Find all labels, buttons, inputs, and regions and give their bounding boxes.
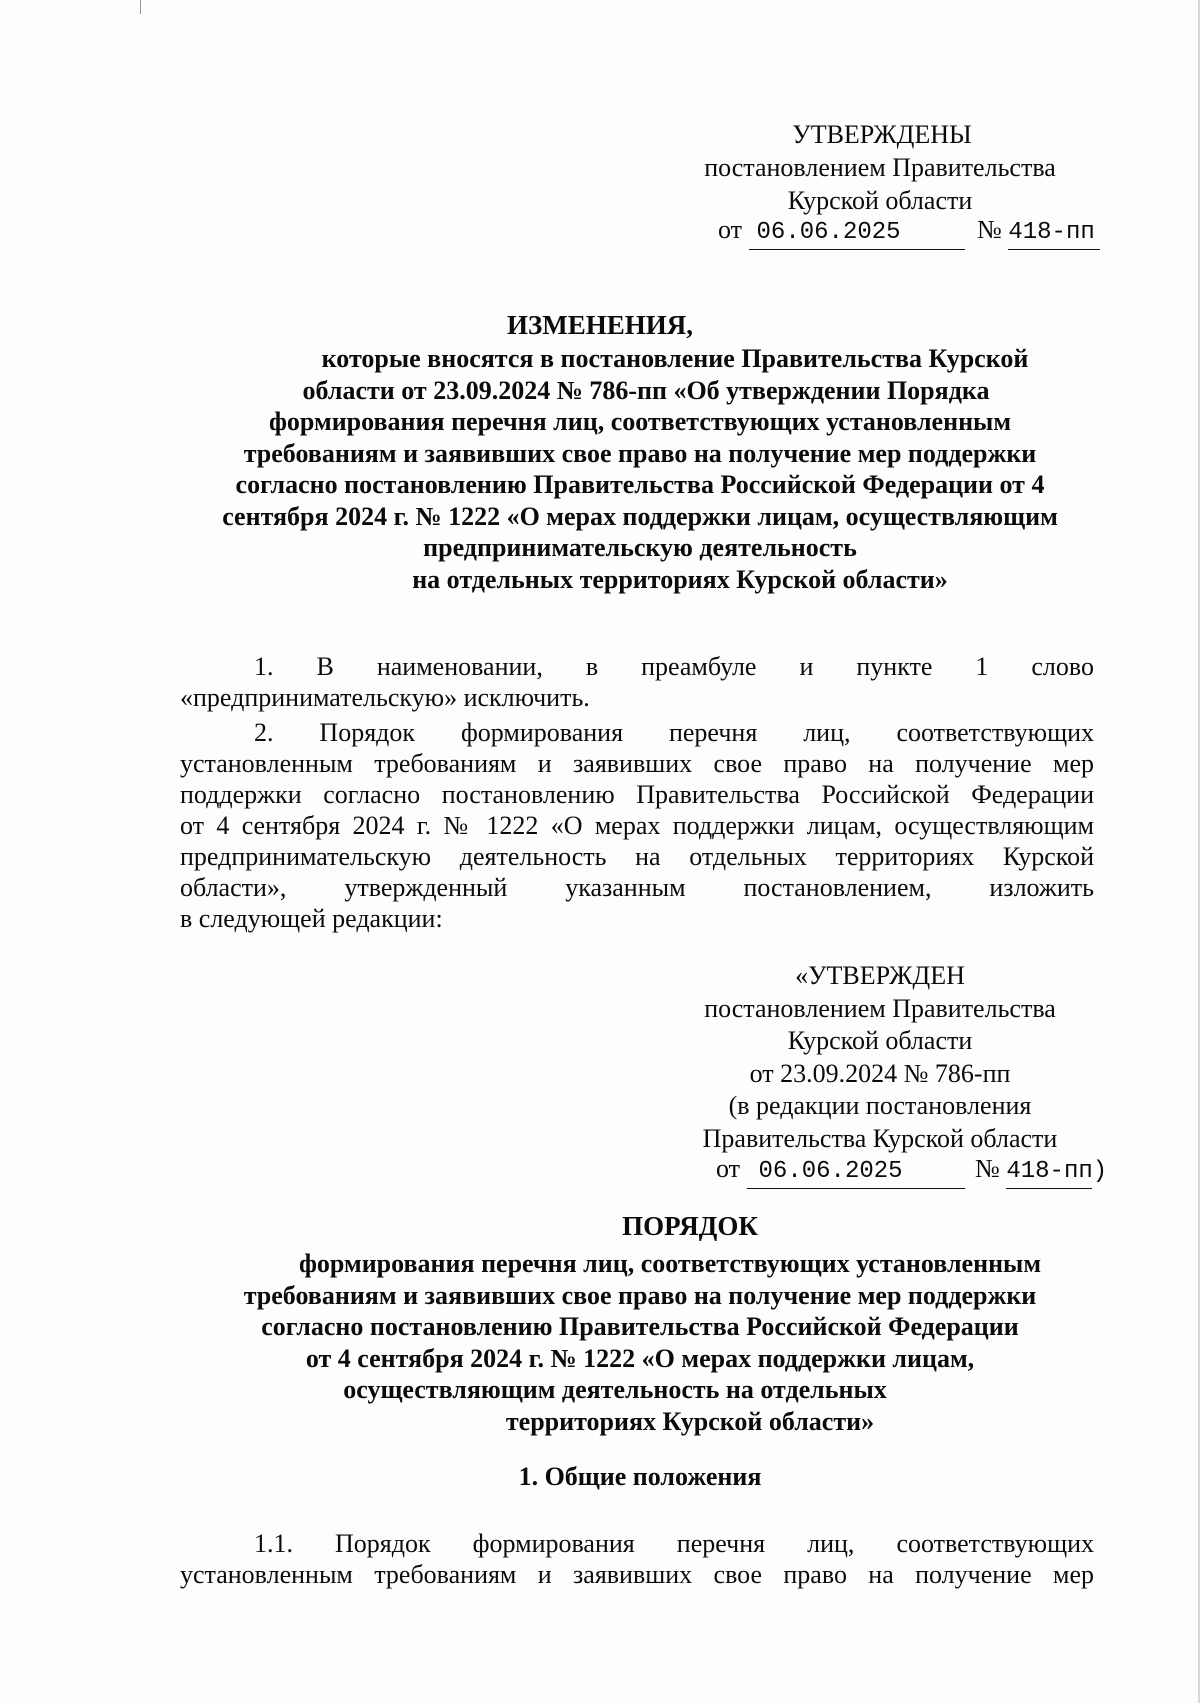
- paragraph-line: установленным требованиям и заявивших свое право на получение мер: [180, 1560, 1094, 1589]
- number-value: 418-пп: [1008, 219, 1095, 246]
- paragraph-line: установленным требованиям и заявивших свое право на получение мер: [180, 749, 1094, 778]
- changes-title-text: ИЗМЕНЕНИЯ,: [506, 310, 693, 340]
- approval-line: постановлением Правительства: [704, 153, 1056, 182]
- paragraph-line: от 4 сентября 2024 г. № 1222 «О мерах поддержки лицам, осуществляющим: [180, 811, 1094, 840]
- paragraph-line: 1. В наименовании, в преамбуле и пункте 1 слово: [254, 652, 1094, 681]
- date-value: 06.06.2025: [758, 1158, 903, 1185]
- date-value: 06.06.2025: [756, 219, 901, 246]
- paragraph-item-2: [180, 717, 1094, 934]
- scan-artifact: [140, 0, 141, 14]
- date-field: [749, 213, 965, 250]
- paragraph-item-1-1: [180, 1528, 1094, 1590]
- order-title-text: ПОРЯДОК: [622, 1211, 758, 1241]
- heading-line: территориях Курской области»: [505, 1406, 875, 1436]
- heading-line: согласно постановлению Правительства Российской Федерации от 4: [235, 470, 1045, 499]
- paragraph-line: 1.1. Порядок формирования перечня лиц, соответствующих: [254, 1529, 1094, 1558]
- heading-line: формирования перечня лиц, соответствующих установленным: [298, 1249, 1042, 1278]
- approval-block-order: [660, 960, 1100, 1155]
- number-value: 418-пп): [1006, 1158, 1108, 1185]
- paragraph-line: предпринимательскую деятельность на отдельных территориях Курской: [180, 842, 1094, 871]
- approval-line: (в редакции постановления: [728, 1091, 1032, 1120]
- date-prefix: от: [716, 1154, 741, 1183]
- number-field: [1008, 213, 1100, 250]
- paragraph-line: в следующей редакции:: [180, 904, 443, 933]
- section-title-text: 1. Общие положения: [518, 1462, 762, 1491]
- paragraph-line: области», утвержденный указанным постановлением, изложить: [180, 873, 1094, 902]
- heading-line: предпринимательскую деятельность: [423, 533, 857, 562]
- paragraph-line: 2. Порядок формирования перечня лиц, соответствующих: [254, 718, 1094, 747]
- approval-line: постановлением Правительства: [704, 993, 1056, 1023]
- number-prefix: №: [977, 215, 1002, 244]
- order-subtitle: [160, 1248, 1120, 1437]
- heading-line: на отдельных территориях Курской области»: [412, 564, 948, 594]
- heading-line: осуществляющим деятельность на отдельных: [343, 1375, 887, 1404]
- changes-subtitle: [160, 343, 1120, 595]
- order-title: [460, 1210, 920, 1243]
- number-field: [1006, 1153, 1108, 1189]
- approval-line: Курской области: [787, 1026, 973, 1055]
- number-prefix: №: [975, 1154, 1000, 1183]
- approval-line: от 23.09.2024 № 786-пп: [749, 1058, 1011, 1088]
- section-1-title: [440, 1461, 840, 1493]
- heading-line: требованиям и заявивших свое право на получение мер поддержки: [243, 1280, 1037, 1310]
- approval-line: Правительства Курской области: [702, 1123, 1058, 1153]
- date-prefix: от: [718, 215, 743, 244]
- approval-title: «УТВЕРЖДЕН: [795, 961, 965, 990]
- heading-line: которые вносятся в постановление Правительства Курской: [321, 344, 1029, 373]
- date-field: [747, 1153, 965, 1189]
- heading-line: формирования перечня лиц, соответствующих установленным: [268, 407, 1012, 436]
- heading-line: области от 23.09.2024 № 786-пп «Об утверждении Порядка: [302, 375, 990, 405]
- heading-line: сентября 2024 г. № 1222 «О мерах поддержки лицам, осуществляющим: [222, 501, 1058, 531]
- approval-date-row-2: [716, 1153, 1108, 1189]
- changes-title: [300, 309, 900, 342]
- paragraph-line: «предпринимательскую» исключить.: [180, 683, 590, 712]
- paragraph-line: поддержки согласно постановлению Правительства Российской Федерации: [180, 780, 1094, 809]
- approval-title: УТВЕРЖДЕНЫ: [792, 120, 972, 149]
- approval-block-top: [660, 118, 1100, 217]
- heading-line: требованиям и заявивших свое право на получение мер поддержки: [243, 438, 1037, 468]
- heading-line: согласно постановлению Правительства Российской Федерации: [261, 1312, 1019, 1341]
- heading-line: от 4 сентября 2024 г. № 1222 «О мерах поддержки лицам,: [305, 1343, 975, 1373]
- approval-line: Курской области: [787, 186, 973, 215]
- approval-date-row: [718, 213, 1100, 250]
- paragraph-item-1: [180, 651, 1094, 713]
